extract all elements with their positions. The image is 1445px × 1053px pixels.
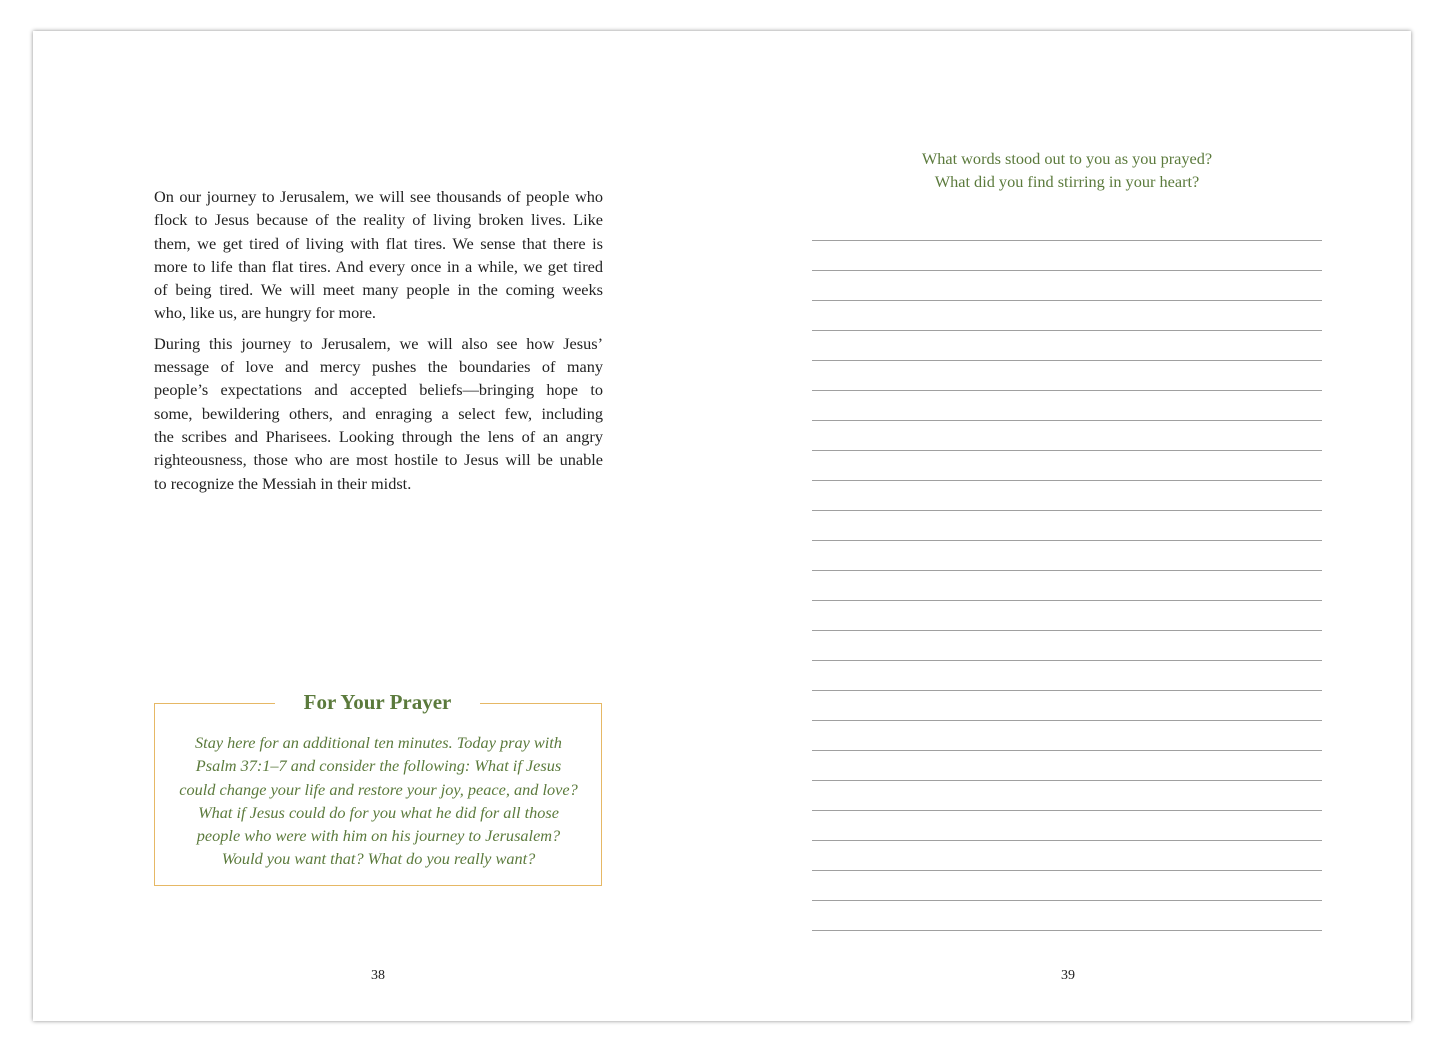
prayer-line: people who were with him on his journey to Jerusalem? [196, 826, 561, 846]
question-line: What did you find stirring in your heart? [934, 172, 1200, 192]
text-line: them, we get tired of living with flat tires. We sense that there is [154, 233, 603, 253]
writing-line [812, 510, 1322, 540]
prayer-title: For Your Prayer [275, 688, 480, 716]
question-line: What words stood out to you as you prayed? [921, 149, 1213, 168]
text-line: On our journey to Jerusalem, we will see thousands of people who [154, 187, 603, 206]
page-number-left: 38 [371, 968, 385, 983]
writing-line [812, 570, 1322, 600]
text-line: some, bewildering others, and enraging a select few, including [154, 403, 603, 423]
writing-line [812, 750, 1322, 780]
writing-line [812, 450, 1322, 480]
text-line: During this journey to Jerusalem, we will also see how Jesus’ [154, 333, 603, 353]
writing-line [812, 690, 1322, 720]
prayer-text [154, 731, 603, 871]
text-line: to recognize the Messiah in their midst. [154, 473, 412, 493]
writing-lines [812, 240, 1322, 960]
writing-line [812, 240, 1322, 270]
paragraph-2 [154, 332, 603, 495]
writing-line [812, 870, 1322, 900]
writing-line [812, 420, 1322, 450]
writing-line [812, 900, 1322, 930]
writing-line [812, 330, 1322, 360]
prayer-line: Psalm 37:1–7 and consider the following: What if Jesus [195, 756, 562, 776]
writing-line [812, 660, 1322, 690]
writing-line [812, 540, 1322, 570]
writing-line [812, 600, 1322, 630]
text-line: people’s expectations and accepted beliefs—bringing hope to [154, 380, 603, 400]
writing-line [812, 360, 1322, 390]
prayer-line: Would you want that? What do you really want? [221, 849, 536, 869]
writing-line [812, 810, 1322, 840]
text-line: message of love and mercy pushes the boundaries of many [154, 357, 603, 377]
prayer-line: What if Jesus could do for you what he did for all those [198, 802, 559, 822]
text-line: the scribes and Pharisees. Looking through the lens of an angry [154, 426, 603, 446]
writing-line [812, 720, 1322, 750]
writing-line [812, 780, 1322, 810]
writing-line [812, 480, 1322, 510]
paragraph-1 [154, 185, 603, 325]
writing-line [812, 930, 1322, 960]
writing-line [812, 300, 1322, 330]
text-line: righteousness, those who are most hostile to Jesus will be unable [154, 450, 603, 470]
text-line: who, like us, are hungry for more. [154, 303, 376, 323]
reflection-question [812, 147, 1322, 194]
prayer-line: Stay here for an additional ten minutes. Today pray with [195, 733, 562, 752]
text-line: more to life than flat tires. And every once in a while, we get tired [154, 256, 603, 276]
writing-line [812, 390, 1322, 420]
page-number-right: 39 [1061, 968, 1075, 983]
writing-line [812, 270, 1322, 300]
writing-line [812, 840, 1322, 870]
writing-line [812, 630, 1322, 660]
text-line: flock to Jesus because of the reality of living broken lives. Like [154, 210, 603, 230]
text-line: of being tired. We will meet many people in the coming weeks [154, 280, 603, 300]
left-page-body [154, 185, 603, 502]
prayer-line: could change your life and restore your joy, peace, and love? [179, 779, 578, 799]
